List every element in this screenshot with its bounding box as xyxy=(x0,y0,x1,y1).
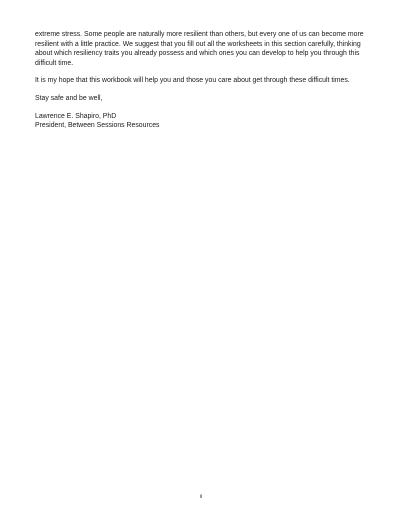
signature-name: Lawrence E. Shapiro, PhD xyxy=(35,112,117,120)
signature-block xyxy=(35,112,375,131)
body-paragraph-hope: It is my hope that this workbook will help you and those you care about get through these difficult times. xyxy=(35,77,350,85)
signature-title: President, Between Sessions Resources xyxy=(35,122,160,130)
page-content xyxy=(35,30,375,131)
page-number: ii xyxy=(199,494,203,500)
body-paragraph-resilience: extreme stress. Some people are naturally more resilient than others, but every one of us can become more resilient with a little practice. We suggest that you fill out all the worksheets in this section carefully, thinking about which resiliency traits you already possess and which ones you can develop to help you through this difficult time. xyxy=(35,31,364,67)
closing-line: Stay safe and be well, xyxy=(35,94,103,102)
